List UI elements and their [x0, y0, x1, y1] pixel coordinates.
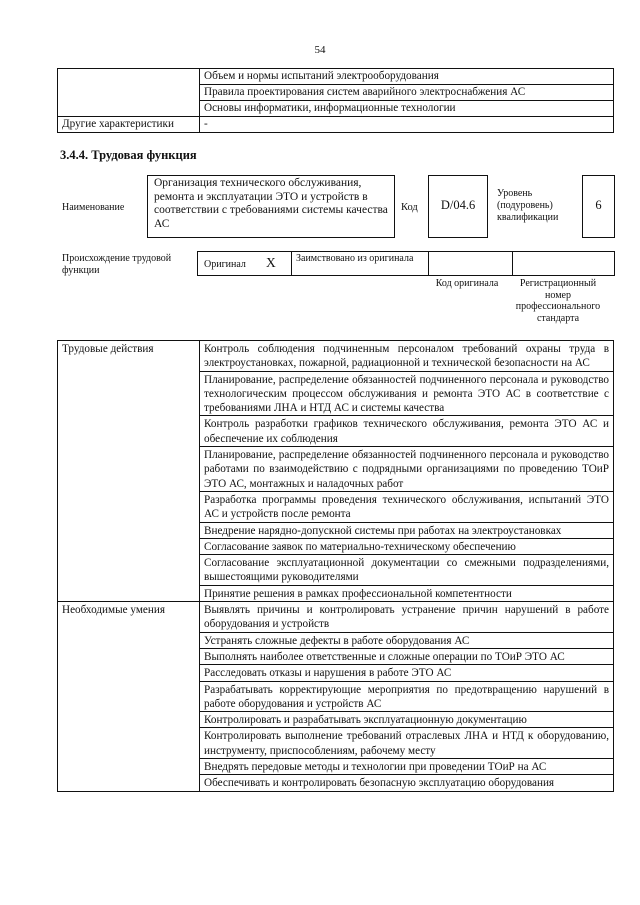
- skill-item: Расследовать отказы и нарушения в работе ЭТО АС: [200, 665, 614, 681]
- labor-action-item: Планирование, распределение обязанностей подчиненного персонала и руководство технологическим процессом обслуживания и ремонта ЭТО АС в соответствие с требованиями ЛНА и НТД АС и системы качества: [200, 371, 614, 416]
- labor-action-item: Согласование эксплуатационной документации со смежными подразделениями, вышестоящими руководителями: [200, 555, 614, 586]
- name-label: Наименование: [62, 202, 125, 213]
- function-name-box: Организация технического обслуживания, ремонта и эксплуатации ЭТО и устройств в соответствии с требованиями системы качества АС: [147, 175, 395, 238]
- skill-item: Выполнять наиболее ответственные и сложные операции по ТОиР ЭТО АС: [200, 648, 614, 664]
- code-label: Код: [401, 202, 418, 213]
- skill-item: Внедрять передовые методы и технологии при проведении ТОиР на АС: [200, 759, 614, 775]
- labor-action-item: Согласование заявок по материально-техническому обеспечению: [200, 538, 614, 554]
- registration-number-caption: Регистрационный номер профессионального стандарта: [515, 278, 601, 324]
- page-number: 54: [314, 44, 326, 56]
- qualification-level-box: 6: [582, 175, 615, 238]
- skill-item: Контролировать выполнение требований отраслевых ЛНА и НТД к оборудованию, инструменту, приспособлениям, рабочему месту: [200, 728, 614, 759]
- labor-actions-label: Трудовые действия: [58, 341, 200, 602]
- origin-table: [197, 251, 615, 276]
- original-mark: X: [266, 255, 276, 270]
- function-details-table: [57, 340, 614, 792]
- labor-action-item: Внедрение нарядно-допускной системы при работах на электроустановках: [200, 522, 614, 538]
- registration-number-cell: [513, 252, 614, 275]
- knowledge-item: Правила проектирования систем аварийного электроснабжения АС: [200, 85, 614, 101]
- skill-item: Устранять сложные дефекты в работе оборудования АС: [200, 632, 614, 648]
- knowledge-item: Объем и нормы испытаний электрооборудования: [200, 69, 614, 85]
- other-characteristics-label: Другие характеристики: [58, 117, 200, 133]
- skill-item: Контролировать и разрабатывать эксплуатационную документацию: [200, 712, 614, 728]
- other-characteristics-value: -: [200, 117, 614, 133]
- labor-action-item: Планирование, распределение обязанностей подчиненного персонала и руководство работами по взаимодействию с подрядными организациями по проведению ТОиР ЭТО АС, монтажных и наладочных работ: [200, 447, 614, 492]
- knowledge-table-continuation: [57, 68, 614, 133]
- original-code-caption: Код оригинала: [435, 278, 499, 289]
- original-label: Оригинал: [204, 259, 246, 270]
- skill-item: Обеспечивать и контролировать безопасную эксплуатацию оборудования: [200, 775, 614, 791]
- origin-label: Происхождение трудовой функции: [62, 253, 172, 276]
- labor-action-item: Контроль соблюдения подчиненным персоналом требований охраны труда в электроустановках, пожарной, радиационной и технической безопасности на АС: [200, 341, 614, 372]
- labor-action-item: Контроль разработки графиков технического обслуживания, ремонта ЭТО АС и обеспечение их соблюдения: [200, 416, 614, 447]
- section-heading: 3.4.4. Трудовая функция: [60, 148, 197, 162]
- qualification-level-label: Уровень (подуровень) квалификации: [497, 188, 559, 223]
- labor-action-item: Принятие решения в рамках профессиональной компетентности: [200, 585, 614, 601]
- original-cell: [198, 252, 292, 275]
- required-skills-label: Необходимые умения: [58, 602, 200, 792]
- empty-category-cell: [58, 69, 200, 117]
- function-code-box: D/04.6: [428, 175, 488, 238]
- labor-action-item: Разработка программы проведения технического обслуживания, испытаний ЭТО АС и устройств после ремонта: [200, 491, 614, 522]
- knowledge-item: Основы информатики, информационные технологии: [200, 101, 614, 117]
- skill-item: Выявлять причины и контролировать устранение причин нарушений в работе оборудования и устройств: [200, 602, 614, 633]
- borrowed-cell: Заимствовано из оригинала: [292, 252, 429, 275]
- original-code-cell: [429, 252, 513, 275]
- skill-item: Разрабатывать корректирующие мероприятия по предотвращению нарушений в работе оборудования и устройств АС: [200, 681, 614, 712]
